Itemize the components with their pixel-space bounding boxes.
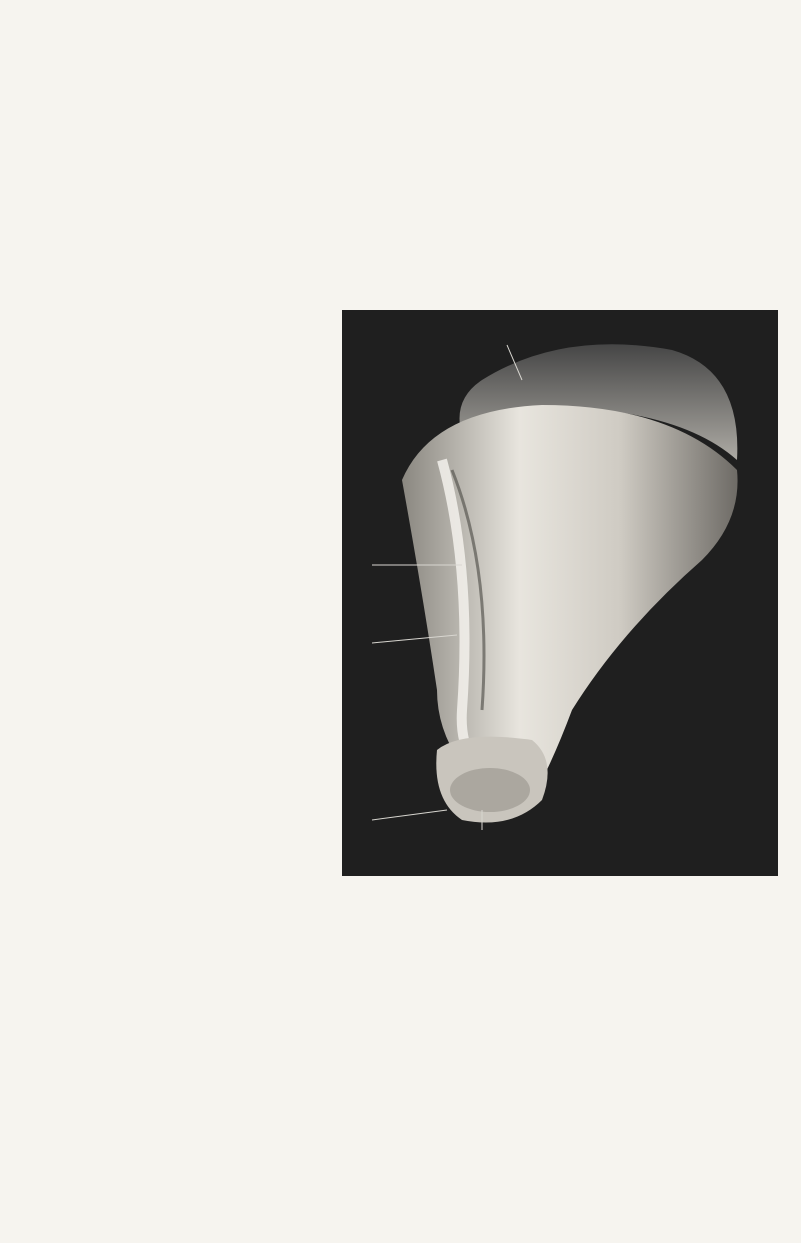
figure-caption [348, 880, 778, 888]
scapula-figure [342, 310, 778, 876]
